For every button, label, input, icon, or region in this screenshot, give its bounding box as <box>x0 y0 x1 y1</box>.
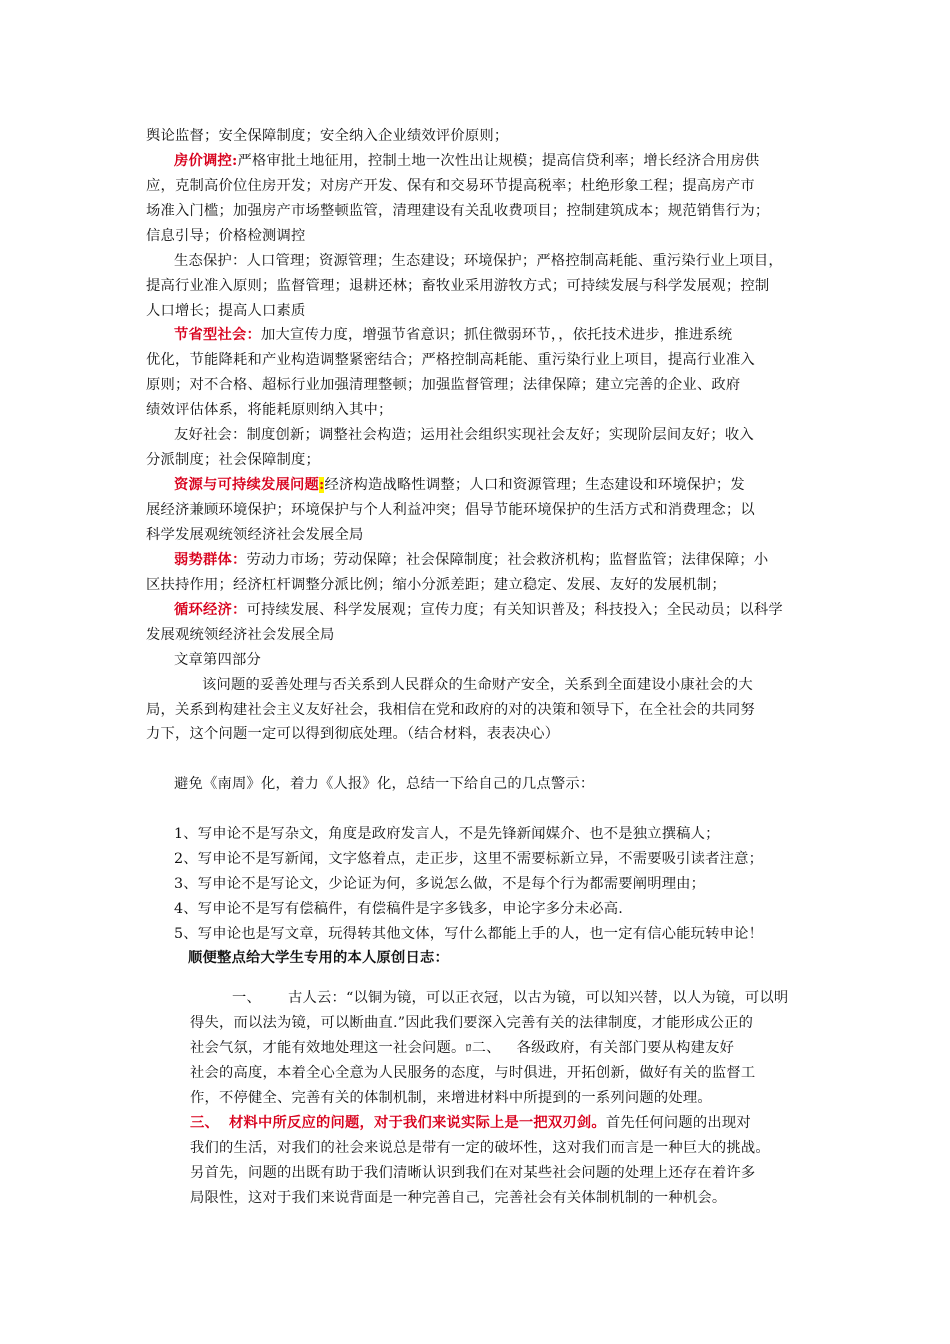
text-line: 人口增长；提高人口素质 <box>146 303 306 319</box>
text-line: 原则；对不合格、超标行业加强清理整顿；加强监督管理；法律保障；建立完善的企业、政府 <box>146 377 741 393</box>
text-line: 局，关系到构建社会主义友好社会，我相信在党和政府的对的决策和领导下，在全社会的共同努 <box>146 702 755 718</box>
list-item: 1、写申论不是写杂文，角度是政府发言人，不是先锋新闻媒介、也不是独立撰稿人； <box>174 826 720 842</box>
paragraph-saving-society: 节省型社会：加大宣传力度，增强节省意识；抓住微弱环节，，依托技术进步，推进系统 <box>174 327 733 343</box>
text-line: 展经济兼顾环境保护；环境保护与个人利益冲突；倡导节能环境保护的生活方式和消费理念；以 <box>146 502 755 518</box>
text-line: 绩效评估体系，将能耗原则纳入其中； <box>146 402 393 418</box>
heading-resources: 资源与可持续发展问题 <box>174 477 319 493</box>
text-line: 力下，这个问题一定可以得到彻底处理。（结合材料，表表决心） <box>146 726 560 742</box>
diary-point-three: 三、 材料中所反应的问题，对于我们来说实际上是一把双刃剑。首先任何问题的出现对 <box>190 1115 751 1131</box>
paragraph-ecology: 生态保护：人口管理；资源管理；生态建设；环境保护；严格控制高耗能、重污染行业上项目， <box>174 253 783 269</box>
diary-point-one-marker: 一、 <box>232 990 261 1006</box>
diary-point-two-line: 社会气氛，才能有效地处理这一社会问题。ﾛ二、 各级政府，有关部门要从构建友好 <box>190 1040 735 1056</box>
heading-double-edged-sword: 材料中所反应的问题，对于我们来说实际上是一把双刃剑。 <box>229 1115 606 1131</box>
text-line: 另首先，问题的出既有助于我们清晰认识到我们在对某些社会问题的处理上还存在着许多 <box>190 1165 756 1181</box>
text-line: 信息引导；价格检测调控 <box>146 228 306 244</box>
list-item: 3、写申论不是写论文，少论证为何，多说怎么做，不是每个行为都需要阐明理由； <box>174 876 706 892</box>
text-line: 区扶持作用；经济杠杆调整分派比例；缩小分派差距；建立稳定、发展、友好的发展机制； <box>146 577 726 593</box>
list-item: 2、写申论不是写新闻，文字悠着点，走正步，这里不需要标新立异，不需要吸引读者注意； <box>174 851 764 867</box>
paragraph-housing-price: 房价调控:严格审批土地征用，控制土地一次性出让规模；提高信贷利率；增长经济合用房供 <box>174 153 760 169</box>
text-line: 局限性，这对于我们来说背面是一种完善自己，完善社会有关体制机制的一种机会。 <box>190 1190 727 1206</box>
text-line: 社会的高度，本着全心全意为人民服务的态度，与时俱进，开拓创新，做好有关的监督工 <box>190 1065 756 1081</box>
list-item: 4、写申论不是写有偿稿件，有偿稿件是字多钱多，申论字多分未必高. <box>174 901 623 917</box>
list-item: 5、写申论也是写文章，玩得转其他文体，写什么都能上手的人，也一定有信心能玩转申论！ <box>174 926 764 942</box>
bullet-glyph-icon: ﾛ <box>465 1041 472 1055</box>
diary-heading: 顺便整点给大学生专用的本人原创日志： <box>188 950 449 966</box>
text-line: 应，克制高价位住房开发；对房产开发、保有和交易环节提高税率；杜绝形象工程；提高房产市 <box>146 178 755 194</box>
text-line: 科学发展观统领经济社会发展全局 <box>146 527 364 543</box>
diary-point-one: 古人云：“以铜为镜，可以正衣冠，以古为镜，可以知兴替，以人为镜，可以明 <box>288 990 789 1006</box>
paragraph-circular-economy: 循环经济：可持续发展、科学发展观；宣传力度；有关知识普及；科技投入；全民动员；以科学 <box>174 602 783 618</box>
section-heading-part-four: 文章第四部分 <box>174 652 261 668</box>
text-line: 我们的生活，对我们的社会来说总是带有一定的破坏性，这对我们而言是一种巨大的挑战。 <box>190 1140 770 1156</box>
text-line: 提高行业准入原则；监督管理；退耕还林；畜牧业采用游牧方式；可持续发展与科学发展观；控制 <box>146 278 770 294</box>
paragraph-resources: 资源与可持续发展问题:经济构造战略性调整；人口和资源管理；生态建设和环境保护；发 <box>174 477 745 493</box>
text-line: 得失，而以法为镜，可以断曲直.”因此我们要深入完善有关的法律制度，才能形成公正的 <box>190 1015 754 1031</box>
heading-housing-price: 房价调控: <box>174 153 238 169</box>
text-line: 舆论监督；安全保障制度；安全纳入企业绩效评价原则； <box>146 128 509 144</box>
text-line: 发展观统领经济社会发展全局 <box>146 627 335 643</box>
paragraph-friendly-society: 友好社会：制度创新；调整社会构造；运用社会组织实现社会友好；实现阶层间友好；收入 <box>174 427 754 443</box>
text-line: 优化，节能降耗和产业构造调整紧密结合；严格控制高耗能、重污染行业上项目，提高行业准入 <box>146 352 755 368</box>
text-line: 场准入门槛；加强房产市场整顿监管，清理建设有关乱收费项目；控制建筑成本；规范销售行为； <box>146 203 770 219</box>
paragraph-vulnerable-groups: 弱势群体：劳动力市场；劳动保障；社会保障制度；社会救济机构；监督监管；法律保障；小 <box>174 552 769 568</box>
heading-vulnerable-groups: 弱势群体： <box>174 552 247 568</box>
text-line: 作，不停健全、完善有关的体制机制，来增进材料中所提到的一系列问题的处理。 <box>190 1090 712 1106</box>
heading-circular-economy: 循环经济： <box>174 602 247 618</box>
paragraph-conclusion: 该问题的妥善处理与否关系到人民群众的生命财产安全，关系到全面建设小康社会的大 <box>202 677 753 693</box>
heading-saving-society: 节省型社会： <box>174 327 261 343</box>
text-line: 分派制度；社会保障制度； <box>146 452 320 468</box>
warnings-intro: 避免《南周》化，着力《人报》化，总结一下给自己的几点警示： <box>174 776 595 792</box>
